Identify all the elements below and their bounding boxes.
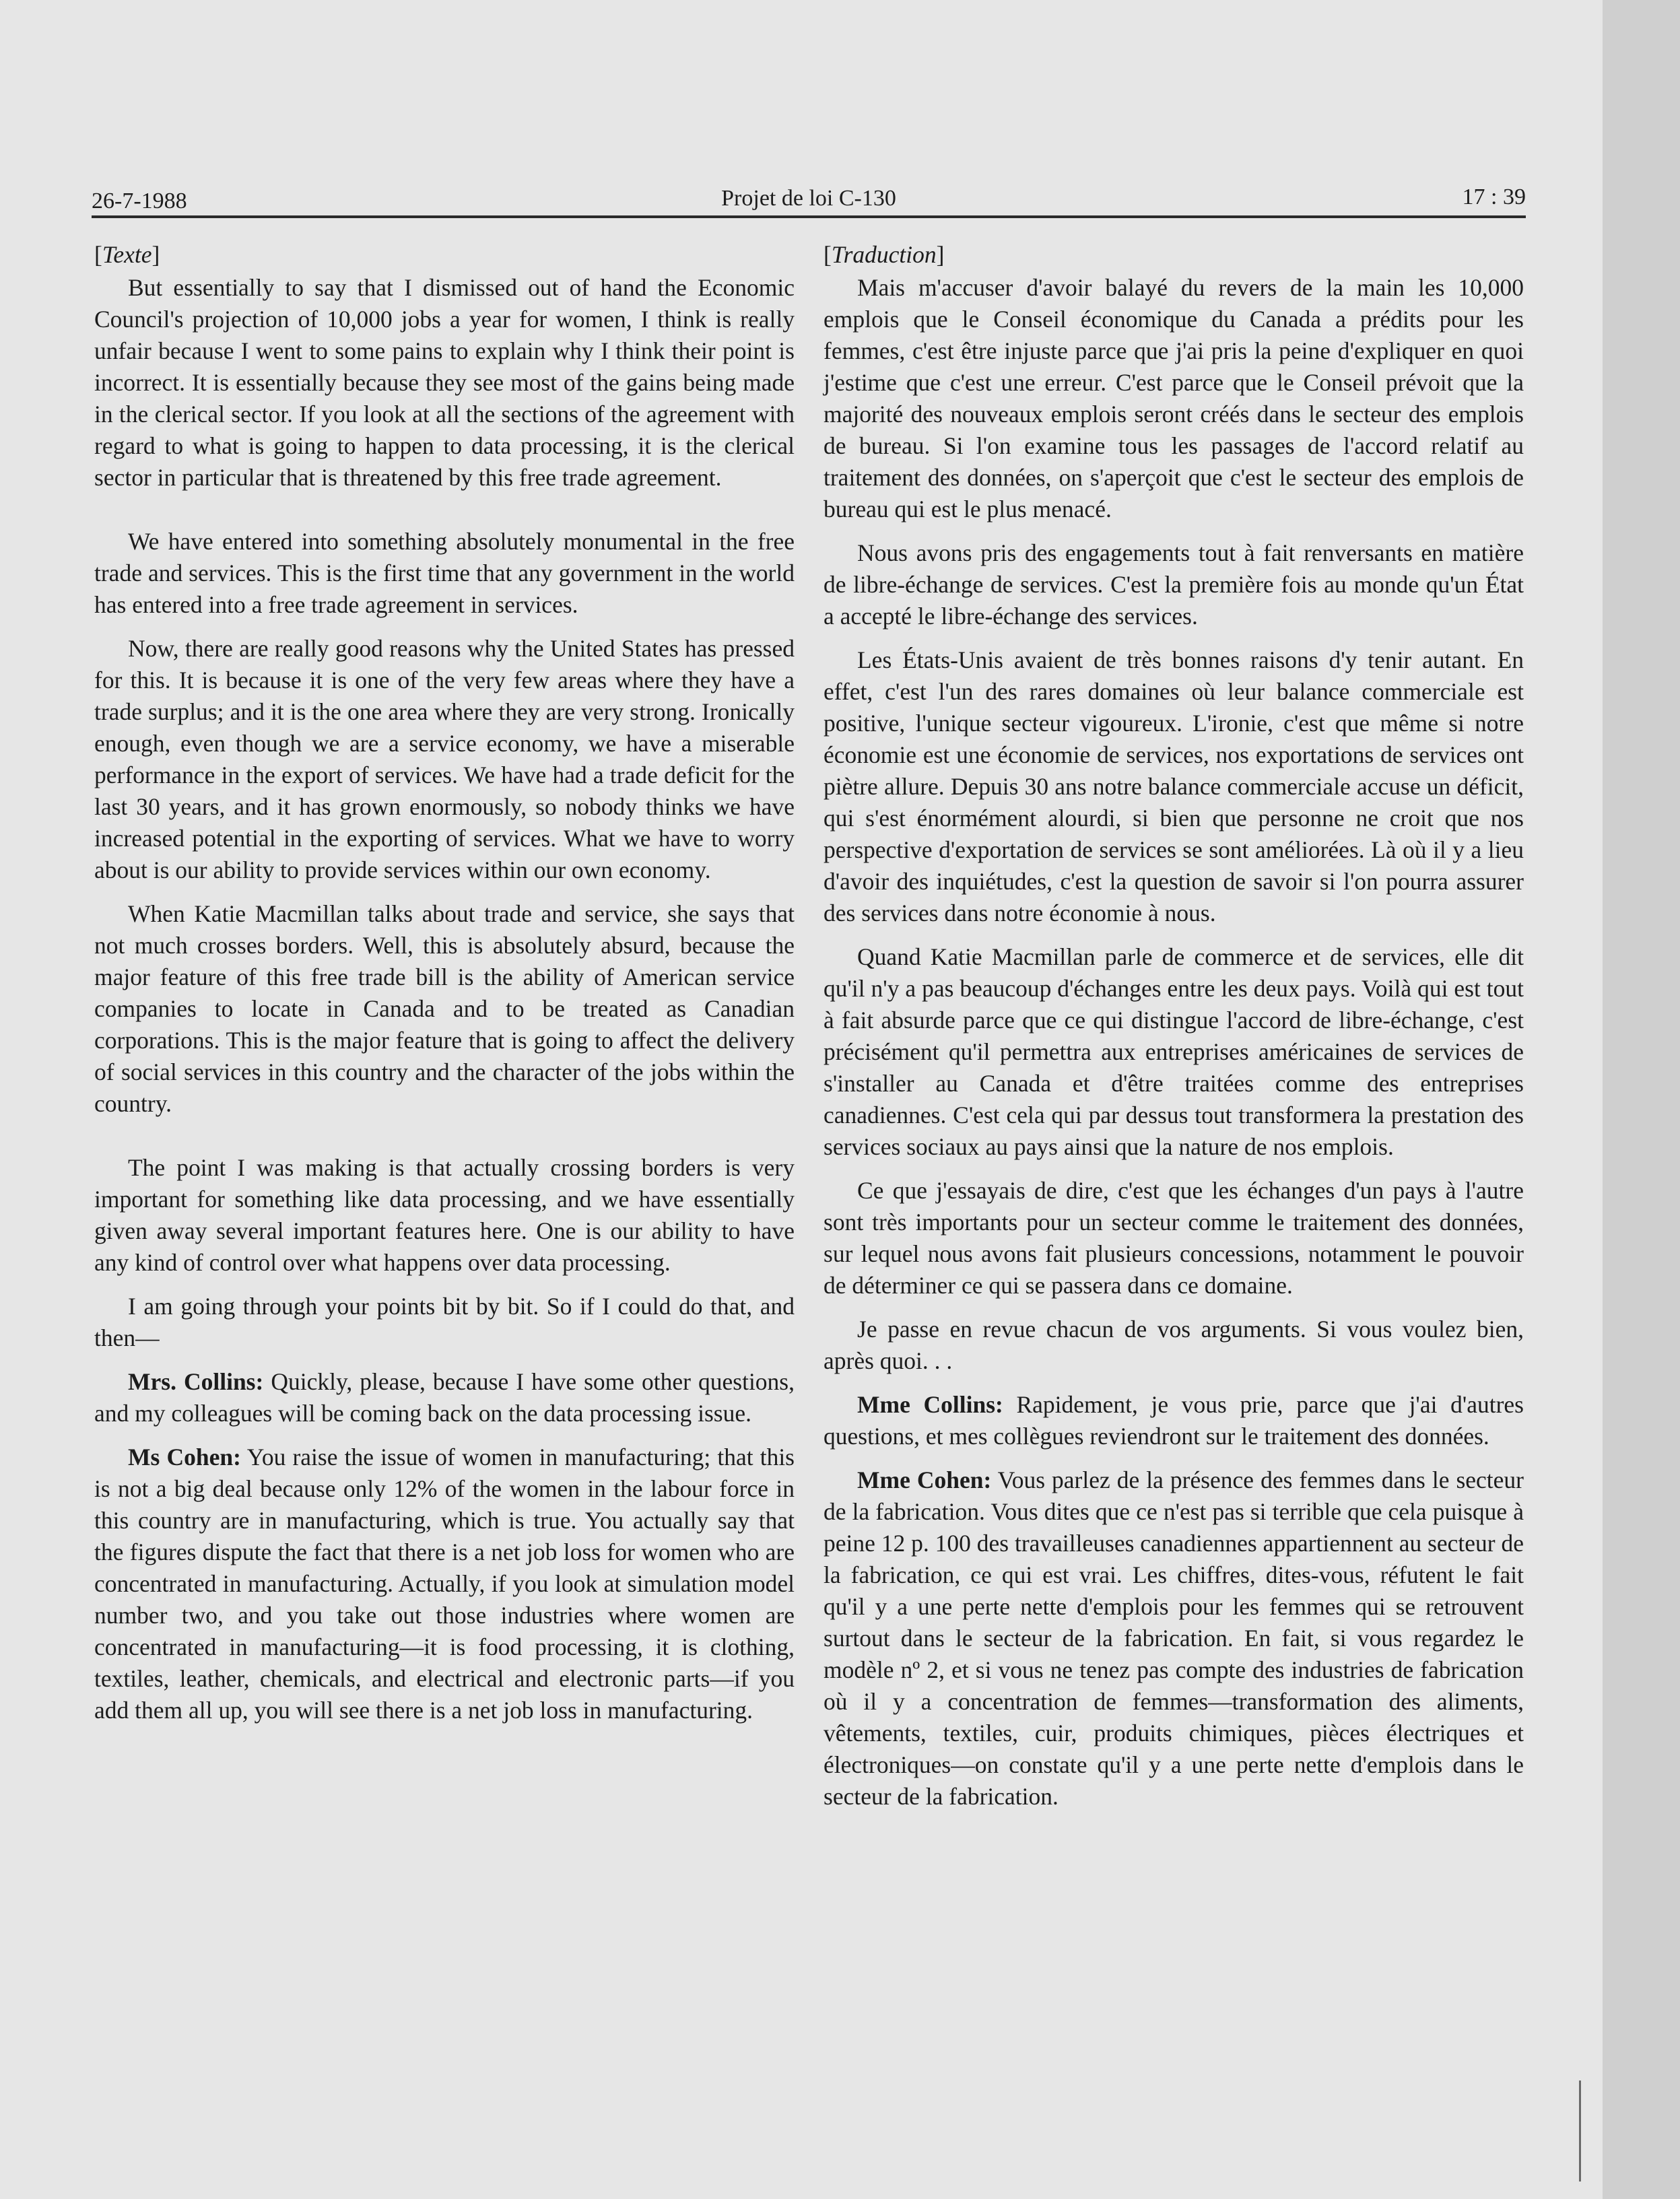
text-tag-label: Texte	[102, 241, 152, 268]
paragraph: Now, there are really good reasons why the United States has pressed for this. It is because it is one of the very few areas where they have a trade surplus; and it is the one area where they are very strong. Ironically enough, even though we are a service economy, we have a miserable performance in the export of services. We have had a trade deficit for the last 30 years, and it has grown enormously, so nobody thinks we have increased potential in the exporting of services. What we have to worry about is our ability to provide services within our own economy.	[94, 635, 795, 883]
speaker-text: Quickly, please, because I have some other questions, and my colleagues will be coming back on the data processing issue.	[94, 1368, 795, 1427]
paragraph: Mais m'accuser d'avoir balayé du revers de la main les 10,000 emplois que le Conseil économique du Canada a prédits pour les femmes, c'est être injuste parce que j'ai pris la peine d'expliquer en quoi j'estime que c'est une erreur. C'est parce que le Conseil prévoit que la majorité des nouveaux emplois seront créés dans le secteur des emplois de bureau. Si l'on examine tous les passages de l'accord relatif au traitement des données, on s'aperçoit que c'est le secteur des emplois de bureau qui est le plus menacé.	[824, 274, 1524, 522]
paragraph: Je passe en revue chacun de vos arguments. Si vous voulez bien, après quoi. . .	[824, 1316, 1524, 1374]
speaker-name: Mrs. Collins:	[128, 1368, 264, 1395]
paragraph: When Katie Macmillan talks about trade and service, she says that not much crosses borders. Well, this is absolutely absurd, because the major feature of this free trade bill is the ability of American service companies to locate in Canada and to be treated as Canadian corporations. This is the major feature that is going to affect the delivery of social services in this country and the character of the jobs within the country.	[94, 900, 795, 1117]
text-tag: [Texte]	[94, 241, 160, 268]
speaker-name: Mme Collins:	[857, 1391, 1003, 1418]
translation-tag-label: Traduction	[831, 241, 937, 268]
speaker-paragraph	[824, 1389, 1524, 1452]
english-column	[94, 239, 795, 1738]
speaker-paragraph	[94, 1442, 795, 1726]
paragraph: Quand Katie Macmillan parle de commerce et de services, elle dit qu'il n'y a pas beaucoup d'échanges entre les deux pays. Voilà qui est tout à fait absurde parce que ce qui distingue l'accord de libre-échange, c'est précisément qu'il permettra aux entreprises américaines de services de s'installer au Canada et d'être traitées comme des entreprises canadiennes. C'est cela qui par dessus tout transformera la prestation des services sociaux au pays ainsi que la nature de nos emplois.	[824, 943, 1524, 1160]
page-edge	[1603, 0, 1680, 2199]
translation-tag: [Traduction]	[824, 241, 945, 268]
header-date: 26-7-1988	[92, 189, 187, 213]
speaker-paragraph	[94, 1366, 795, 1429]
speaker-text: Rapidement, je vous prie, parce que j'ai d'autres questions, et mes collègues reviendront sur le traitement des données.	[824, 1391, 1524, 1450]
paragraph: Ce que j'essayais de dire, c'est que les échanges d'un pays à l'autre sont très importants pour un secteur comme le traitement des données, sur lequel nous avons fait plusieurs concessions, notamment le pouvoir de déterminer ce qui se passera dans ce domaine.	[824, 1177, 1524, 1299]
edge-mark	[1579, 2080, 1581, 2181]
paragraph: We have entered into something absolutely monumental in the free trade and services. This is the first time that any government in the world has entered into a free trade agreement in services.	[94, 528, 795, 618]
speaker-text: Vous parlez de la présence des femmes dans le secteur de la fabrication. Vous dites que ce n'est pas si terrible que cela puisque à peine 12 p. 100 des travailleuses canadiennes appartiennent au secteur de la fabrication, ce qui est vrai. Les chiffres, dites-vous, réfutent le fait qu'il y a une perte nette d'emplois pour les femmes qui se retrouvent surtout dans le secteur de la fabrication. En fait, si vous regardez le modèle nº 2, et si vous ne tenez pas compte des industries de fabrication où il y a concentration de femmes—transformation des aliments, vêtements, textiles, cuir, produits chimiques, pièces électriques et électroniques—on constate qu'il y a une perte nette d'emplois dans le secteur de la fabrication.	[824, 1466, 1524, 1810]
paragraph: But essentially to say that I dismissed out of hand the Economic Council's projection of 10,000 jobs a year for women, I think is really unfair because I went to some pains to explain why I think their point is incorrect. It is essentially because they see most of the gains being made in the clerical sector. If you look at all the sections of the agreement with regard to what is going to happen to data processing, it is the clerical sector in particular that is threatened by this free trade agreement.	[94, 274, 795, 491]
header-title: Projet de loi C-130	[721, 186, 896, 211]
paragraph: Les États-Unis avaient de très bonnes raisons d'y tenir autant. En effet, c'est l'un des rares domaines où leur balance commerciale est positive, l'unique secteur vigoureux. L'ironie, c'est que même si notre économie est une économie de services, nos exportations de services ont piètre allure. Depuis 30 ans notre balance commerciale accuse un déficit, qui s'est énormément alourdi, si bien que personne ne croit que nos perspective d'exportation de services se sont améliorées. Là où il y a lieu d'avoir des inquiétudes, c'est la question de savoir si l'on pourra assurer des services dans notre économie à nous.	[824, 646, 1524, 926]
paragraph: I am going through your points bit by bit. So if I could do that, and then—	[94, 1293, 795, 1351]
paragraph: Nous avons pris des engagements tout à fait renversants en matière de libre-échange de services. C'est la première fois au monde qu'un État a accepté le libre-échange des services.	[824, 539, 1524, 630]
speaker-text: You raise the issue of women in manufacturing; that this is not a big deal because only 12% of the women in the labour force in this country are in manufacturing, which is true. You actually say that the figures dispute the fact that there is a net job loss for women who are concentrated in manufacturing. Actually, if you look at simulation model number two, and you take out those industries where women are concentrated in manufacturing—it is food processing, it is clothing, textiles, leather, chemicals, and electrical and electronic parts—if you add them all up, you will see there is a net job loss in manufacturing.	[94, 1444, 795, 1724]
paragraph: The point I was making is that actually crossing borders is very important for something like data processing, and we have essentially given away several important features here. One is our ability to have any kind of control over what happens over data processing.	[94, 1154, 795, 1276]
speaker-paragraph	[824, 1464, 1524, 1813]
header-page-number: 17 : 39	[1462, 184, 1526, 209]
speaker-name: Ms Cohen:	[128, 1444, 241, 1470]
speaker-name: Mme Cohen:	[857, 1466, 992, 1493]
page-header	[92, 180, 1526, 218]
french-column	[824, 239, 1524, 1825]
